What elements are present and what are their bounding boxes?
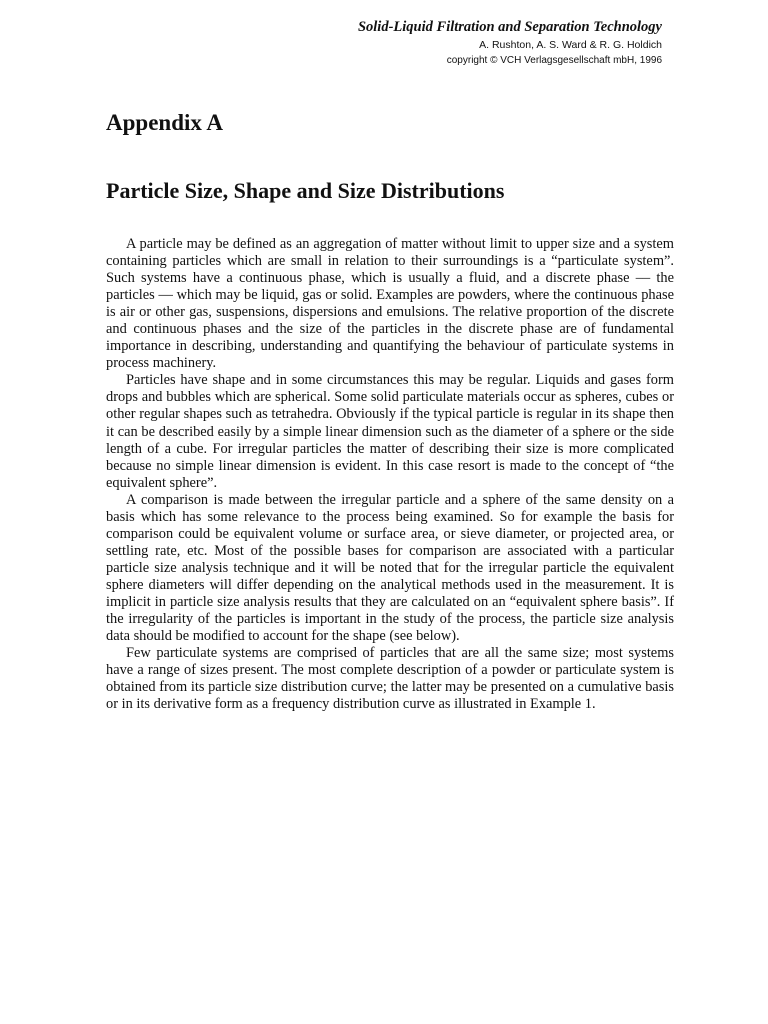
chapter-title: Particle Size, Shape and Size Distributions: [106, 178, 505, 203]
body-text: [106, 236, 674, 713]
copyright-line: copyright © VCH Verlagsgesellschaft mbH, 1996: [446, 55, 662, 66]
running-header: [358, 18, 662, 68]
paragraph: Particles have shape and in some circumstances this may be regular. Liquids and gases form drops and bubbles which are spherical. Some solid particulate materials occur as spheres, cubes or other regular shapes such as tetrahedra. Obviously if the typical particle is regular in its shape then it can be described easily by a simple linear dimension such as the diameter of a sphere or the side length of a cube. For irregular particles the matter of describing their size is more complicated because no simple linear dimension is evident. In this case resort is made to the concept of “the equivalent sphere”.: [106, 372, 674, 491]
book-title: Solid-Liquid Filtration and Separation Technology: [357, 19, 662, 35]
appendix-heading: Appendix A: [106, 110, 223, 135]
authors-line: A. Rushton, A. S. Ward & R. G. Holdich: [479, 39, 662, 51]
paragraph: Few particulate systems are comprised of particles that are all the same size; most systems have a range of sizes present. The most complete description of a powder or particulate system is obtained from its particle size distribution curve; the latter may be presented on a cumulative basis or in its derivative form as a frequency distribution curve as illustrated in Example 1.: [106, 645, 674, 713]
paragraph: A comparison is made between the irregular particle and a sphere of the same density on a basis which has some relevance to the process being examined. So for example the basis for comparison could be equivalent volume or surface area, or sieve diameter, or projected area, or settling rate, etc. Most of the possible bases for comparison are associated with a particular particle size analysis technique and it will be noted that for the irregular particle the equivalent sphere diameters will differ depending on the analytical methods used in the measurement. It is implicit in particle size analysis results that they are calculated on an “equivalent sphere basis”. If the irregularity of the particles is important in the study of the process, the particle size analysis data should be modified to account for the shape (see below).: [106, 491, 674, 645]
paragraph: A particle may be defined as an aggregation of matter without limit to upper size and a system containing particles which are small in relation to their surroundings is a “particulate system”. Such systems have a continuous phase, which is usually a fluid, and a discrete phase –– the particles — which may be liquid, gas or solid. Examples are powders, where the continuous phase is air or other gas, suspensions, dispersions and emulsions. The relative proportion of the discrete and continuous phases and the size of the particles in the discrete phase are of fundamental importance in describing, understanding and quantifying the behaviour of particulate systems in process machinery.: [106, 236, 674, 372]
